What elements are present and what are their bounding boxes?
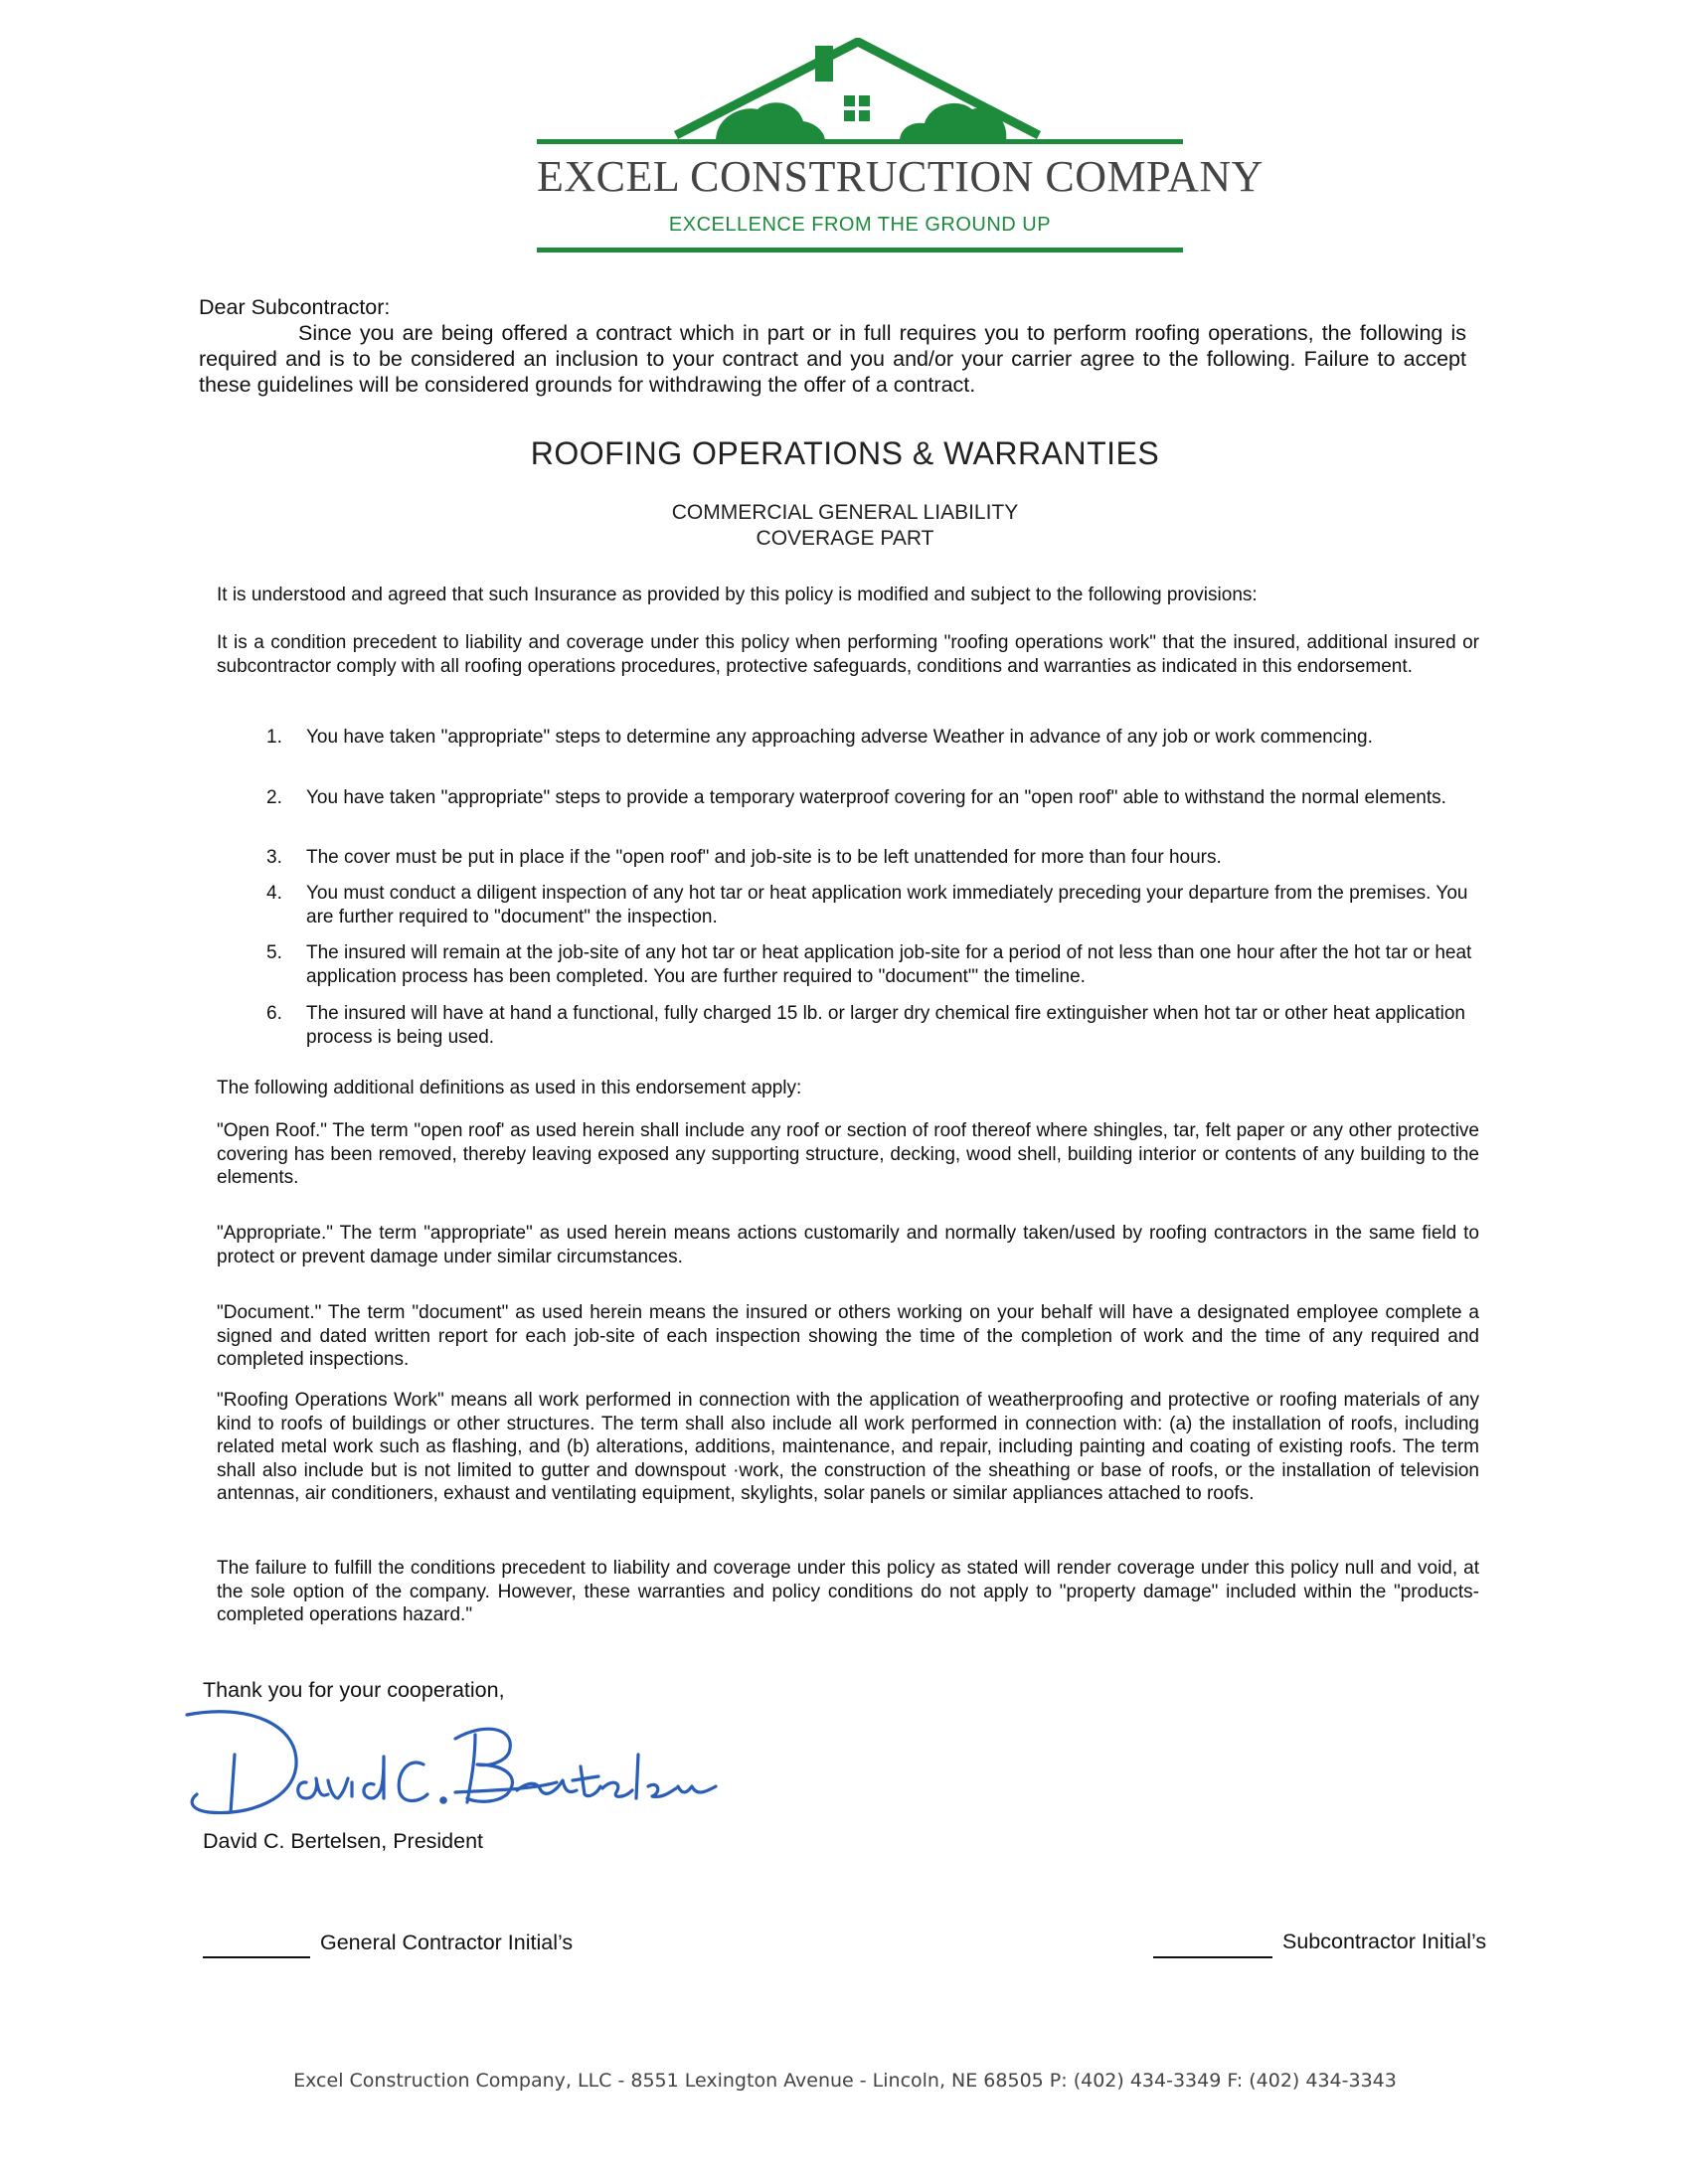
definition-appropriate: "Appropriate." The term "appropriate" as used herein means actions customarily and normally taken/used by roofing contractors in the same field to protect or prevent damage under similar circumstances. (217, 1223, 1479, 1267)
list-item (266, 882, 1479, 928)
list-item (266, 726, 1479, 750)
condition-paragraph: It is a condition precedent to liability and coverage under this policy when performing "roofing operations work" that the insured, additional insured or subcontractor comply with all roofing operations procedures, protective safeguards, conditions and warranties as indicated in this endorsement. (217, 632, 1479, 677)
list-item-text: The cover must be put in place if the "open roof" and job-site is to be left unattended for more than four hours. (306, 847, 1222, 868)
definition-open-roof: "Open Roof." The term "open roof' as used herein shall include any roof or section of roof thereof where shingles, tar, felt paper or any other protective covering has been removed, thereby leaving exposed any supporting structure, decking, wood shell, building interior or contents of any building to the elements. (217, 1120, 1479, 1188)
list-item (266, 846, 1479, 870)
provisions-paragraph: It is understood and agreed that such Insurance as provided by this policy is modified and subject to the following provisions: (217, 585, 1258, 605)
list-item-text: The insured will have at hand a functional, fully charged 15 lb. or larger dry chemical fire extinguisher when hot tar or other heat application process is being used. (306, 1003, 1465, 1048)
failure-paragraph: The failure to fulfill the conditions precedent to liability and coverage under this policy as stated will render coverage under this policy null and void, at the sole option of the company. However, these warranties and policy conditions do not apply to "property damage" included within the "products-completed operations hazard." (217, 1558, 1479, 1625)
definition-document: "Document." The term "document" as used herein means the insured or others working on your behalf will have a designated employee complete a signed and dated written report for each job-site of each inspection showing the time of the completion of work and the time of any required and completed inspections. (217, 1302, 1479, 1370)
company-name: EXCEL CONSTRUCTION COMPANY (537, 152, 1264, 201)
list-item-number: 5. (266, 942, 282, 963)
footer-address: Excel Construction Company, LLC - 8551 Lexington Avenue - Lincoln, NE 68505 P: (402) 434-3349 F: (402) 434-3343 (293, 2070, 1397, 2092)
sub-initial-label: Subcontractor Initial’s (1282, 1930, 1487, 1953)
gc-initial-line[interactable] (203, 1956, 310, 1958)
document-title: ROOFING OPERATIONS & WARRANTIES (530, 435, 1160, 471)
list-item (266, 941, 1479, 988)
list-item-number: 6. (266, 1003, 282, 1024)
intro-paragraph (199, 320, 1466, 398)
company-tagline: EXCELLENCE FROM THE GROUND UP (668, 214, 1052, 236)
list-item-text: You have taken "appropriate" steps to determine any approaching adverse Weather in advance of any job or work commencing. (306, 727, 1373, 748)
closing-thanks: Thank you for your cooperation, (203, 1678, 505, 1702)
subtitle-line-1: COMMERCIAL GENERAL LIABILITY (671, 501, 1019, 524)
salutation: Dear Subcontractor: (199, 295, 391, 319)
list-item (266, 1002, 1479, 1049)
handwritten-signature (179, 1695, 756, 1824)
intro-text: Since you are being offered a contract which in part or in full requires you to perform roofing operations, the following is required and is to be considered an inclusion to your contract and you and/or your carrier agree to the following. Failure to accept these guidelines will be considered grounds for withdrawing the offer of a contract. (199, 321, 1466, 397)
definitions-intro: The following additional definitions as used in this endorsement apply: (217, 1078, 802, 1098)
list-item-text: You have taken "appropriate" steps to provide a temporary waterproof covering for an "open roof" able to withstand the normal elements. (306, 787, 1446, 808)
definition-roofing-operations-work: "Roofing Operations Work" means all work performed in connection with the application of weatherproofing and protective or roofing materials of any kind to roofs of buildings or other structures. The term shall also include all work performed in connection with: (a) the installation of roofs, including related metal work such as flashing, and (b) alterations, additions, maintenance, and repair, including painting and coating of existing roofs. The term shall also include but is not limited to gutter and downspout ·work, the construction of the sheathing or base of roofs, or the installation of television antennas, air conditioners, exhaust and ventilating equipment, skylights, solar panels or similar appliances attached to roofs. (217, 1390, 1479, 1504)
signer-name: David C. Bertelsen, President (203, 1829, 484, 1853)
list-item-number: 4. (266, 883, 282, 904)
gc-initial-label: General Contractor Initial’s (320, 1931, 574, 1954)
list-item-number: 1. (266, 727, 282, 748)
sub-initial-line[interactable] (1153, 1956, 1272, 1958)
subtitle-line-2: COVERAGE PART (756, 527, 934, 550)
list-item-number: 2. (266, 787, 282, 808)
list-item (266, 786, 1479, 810)
list-item-text: You must conduct a diligent inspection of any hot tar or heat application work immediately preceding your departure from the premises. You are further required to "document" the inspection. (306, 883, 1468, 927)
list-item-number: 3. (266, 847, 282, 868)
list-item-text: The insured will remain at the job-site of any hot tar or heat application job-site for a period of not less than one hour after the hot tar or heat application process has been completed. You are further required to "document"' the timeline. (306, 942, 1472, 987)
